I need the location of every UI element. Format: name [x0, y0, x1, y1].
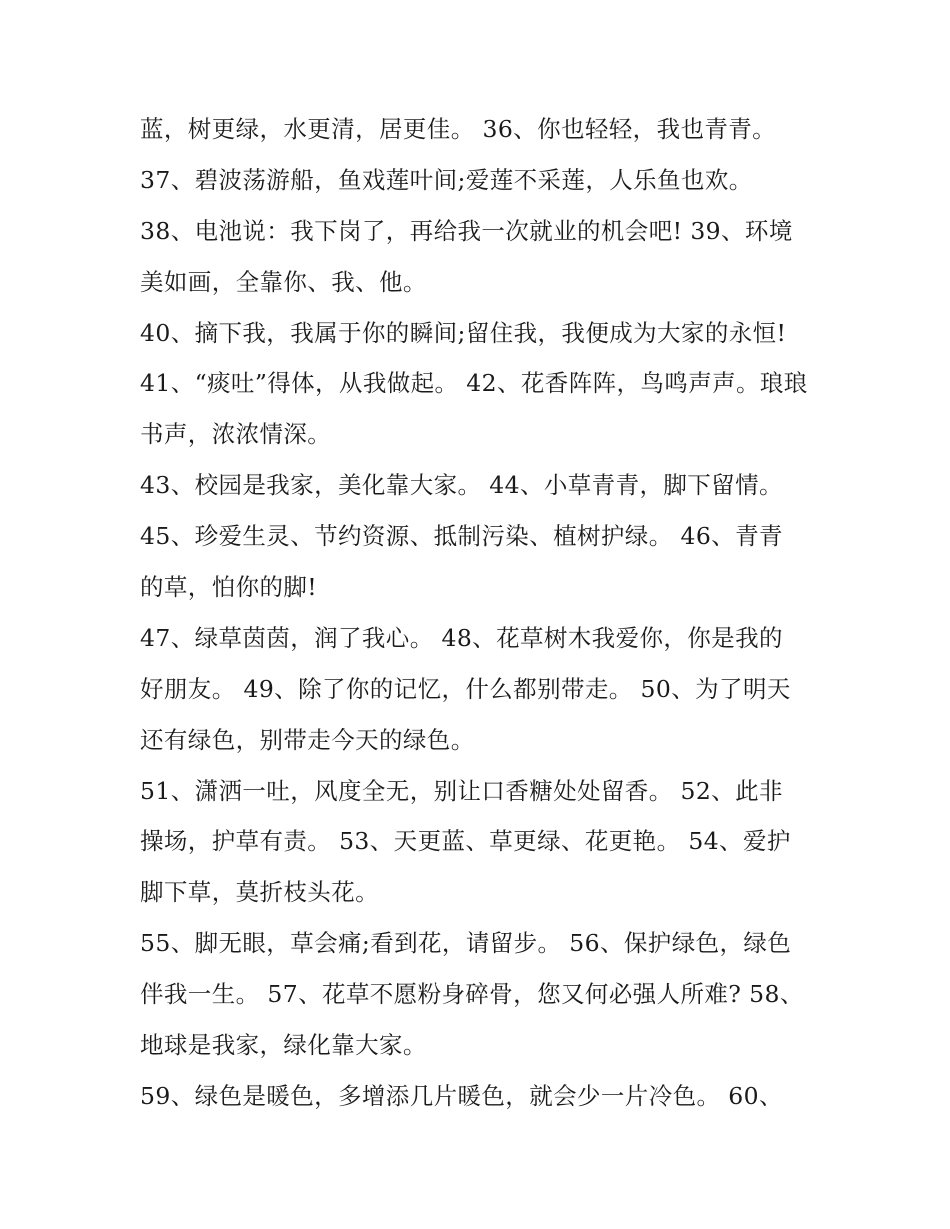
text-line-1: 蓝，树更绿，水更清，居更佳。 36、你也轻轻，我也青青。	[140, 115, 777, 143]
text-line-5: 40、摘下我，我属于你的瞬间;留住我，我便成为大家的永恒!	[140, 318, 787, 347]
text-line-11: 47、绿草茵茵，润了我心。 48、花草树木我爱你，你是我的	[140, 623, 783, 652]
text-line-18: 伴我一生。 57、花草不愿粉身碎骨，您又何必强人所难? 58、	[140, 980, 804, 1009]
text-line-13: 还有绿色，别带走今天的绿色。	[140, 725, 475, 754]
text-line-20: 59、绿色是暖色，多增添几片暖色，就会少一片冷色。 60、	[140, 1081, 783, 1110]
text-line-2: 37、碧波荡游船，鱼戏莲叶间;爱莲不采莲，人乐鱼也欢。	[140, 165, 753, 194]
text-line-9: 45、珍爱生灵、节约资源、抵制污染、植树护绿。 46、青青	[140, 522, 783, 551]
text-line-7: 书声，浓浓情深。	[140, 420, 332, 449]
body-text	[140, 104, 830, 1122]
text-line-14: 51、潇洒一吐，风度全无，别让口香糖处处留香。 52、此非	[140, 776, 783, 805]
text-line-15: 操场，护草有责。 53、天更蓝、草更绿、花更艳。 54、爱护	[140, 827, 791, 856]
text-line-8: 43、校园是我家，美化靠大家。 44、小草青青，脚下留情。	[140, 471, 783, 500]
text-line-12: 好朋友。 49、除了你的记忆，什么都别带走。 50、为了明天	[140, 674, 791, 703]
text-line-17: 55、脚无眼，草会痛;看到花，请留步。 56、保护绿色，绿色	[140, 929, 792, 958]
text-line-4: 美如画，全靠你、我、他。	[140, 267, 427, 296]
text-line-3: 38、电池说：我下岗了，再给我一次就业的机会吧! 39、环境	[140, 216, 793, 245]
text-line-6: 41、“痰吐”得体，从我做起。 42、花香阵阵，鸟鸣声声。琅琅	[140, 369, 808, 398]
text-line-10: 的草，怕你的脚!	[140, 573, 318, 602]
text-line-19: 地球是我家，绿化靠大家。	[140, 1031, 427, 1060]
text-line-16: 脚下草，莫折枝头花。	[140, 878, 379, 907]
